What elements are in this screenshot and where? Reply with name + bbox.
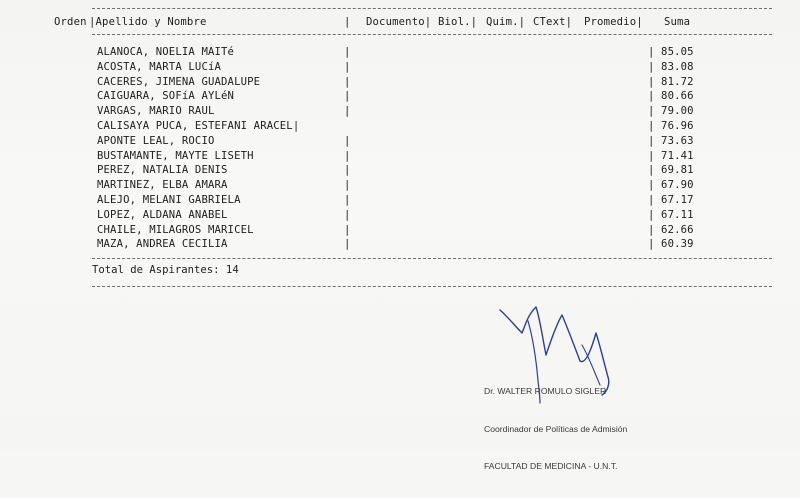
header-documento: Documento| bbox=[366, 16, 432, 28]
cell-separator: | bbox=[344, 134, 351, 147]
cell-nombre: APONTE LEAL, ROCIO bbox=[97, 134, 215, 147]
top-dashed-rule bbox=[92, 8, 772, 9]
cell-suma: | 83.08 bbox=[648, 60, 694, 73]
cell-separator: | bbox=[344, 238, 351, 251]
cell-suma: | 73.63 bbox=[648, 134, 694, 147]
cell-suma: | 69.81 bbox=[648, 164, 694, 177]
bottom-dashed-rule bbox=[92, 258, 772, 259]
cell-suma: | 71.41 bbox=[648, 149, 694, 162]
cell-nombre: ACOSTA, MARTA LUCíA bbox=[97, 60, 222, 73]
header-orden: Orden bbox=[54, 16, 87, 28]
cell-nombre: VARGAS, MARIO RAUL bbox=[97, 105, 215, 118]
header-promedio: Promedio| bbox=[584, 16, 643, 28]
cell-nombre: CHAILE, MILAGROS MARICEL bbox=[97, 223, 254, 236]
cell-separator: | bbox=[344, 223, 351, 236]
cell-nombre: CACERES, JIMENA GUADALUPE bbox=[97, 75, 261, 88]
cell-separator: | bbox=[344, 208, 351, 221]
header-biol: Biol.| bbox=[438, 16, 478, 28]
cell-nombre: BUSTAMANTE, MAYTE LISETH bbox=[97, 149, 254, 162]
cell-separator: | bbox=[344, 149, 351, 162]
cell-separator: | bbox=[344, 90, 351, 103]
cell-nombre: MAZA, ANDREA CECILIA bbox=[97, 238, 228, 251]
cell-separator: | bbox=[344, 60, 351, 73]
cell-separator: | bbox=[344, 179, 351, 192]
cell-nombre: PEREZ, NATALIA DENIS bbox=[97, 164, 228, 177]
cell-nombre: LOPEZ, ALDANA ANABEL bbox=[97, 208, 228, 221]
end-dashed-rule bbox=[92, 286, 772, 287]
cell-suma: | 67.17 bbox=[648, 194, 694, 206]
table-header bbox=[0, 14, 691, 30]
cell-separator: | bbox=[344, 105, 351, 118]
cell-nombre: ALEJO, MELANI GABRIELA bbox=[97, 194, 241, 206]
cell-separator: | bbox=[344, 164, 351, 177]
signer-title: Coordinador de Políticas de Admisión bbox=[484, 423, 628, 434]
header-dashed-rule bbox=[92, 34, 772, 35]
header-suma: Suma bbox=[664, 16, 691, 28]
header-quim: Quim.| bbox=[486, 16, 526, 28]
cell-suma: | 60.39 bbox=[648, 238, 694, 251]
signer-faculty: FACULTAD DE MEDICINA - U.N.T. bbox=[484, 461, 618, 471]
cell-suma: | 80.66 bbox=[648, 90, 694, 103]
cell-nombre: ALANOCA, NOELIA MAITé bbox=[97, 46, 235, 58]
signature-block bbox=[484, 360, 627, 498]
cell-suma: | 76.96 bbox=[648, 120, 694, 132]
cell-suma: | 62.66 bbox=[648, 223, 694, 236]
cell-separator: | bbox=[344, 75, 351, 88]
header-separator: | bbox=[344, 16, 351, 28]
cell-suma: | 67.11 bbox=[648, 208, 694, 221]
cell-suma: | 81.72 bbox=[648, 75, 694, 88]
cell-nombre: CALISAYA PUCA, ESTEFANI ARACEL| bbox=[97, 120, 300, 132]
total-aspirantes: Total de Aspirantes: 14 bbox=[92, 264, 239, 276]
signer-name: Dr. WALTER ROMULO SIGLER bbox=[484, 386, 607, 396]
cell-separator: | bbox=[344, 46, 351, 58]
cell-suma: | 67.90 bbox=[648, 179, 694, 192]
cell-suma: | 79.00 bbox=[648, 105, 694, 118]
cell-nombre: MARTINEZ, ELBA AMARA bbox=[97, 179, 228, 192]
cell-suma: | 85.05 bbox=[648, 46, 694, 58]
header-ctext: CText| bbox=[533, 16, 573, 28]
cell-nombre: CAIGUARA, SOFíA AYLéN bbox=[97, 90, 235, 103]
cell-separator: | bbox=[344, 194, 351, 206]
header-nombre: |Apellido y Nombre bbox=[89, 16, 207, 28]
